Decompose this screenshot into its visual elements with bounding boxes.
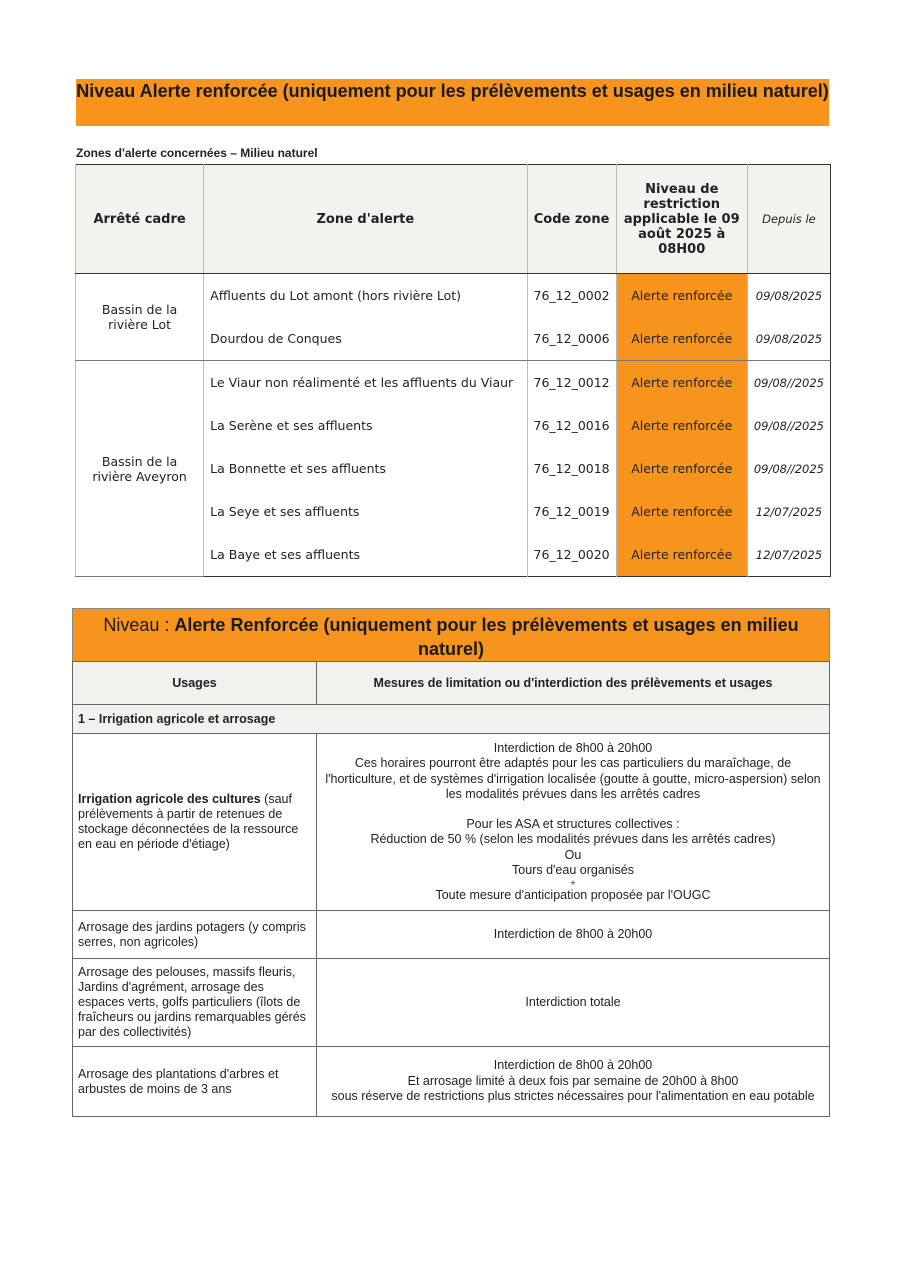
date-cell: 12/07/2025 [747, 490, 830, 533]
header-code-zone: Code zone [527, 165, 616, 274]
table-row [73, 959, 830, 1047]
mesure-line: Ces horaires pourront être adaptés pour les cas particuliers du maraîchage, de l'horticulture, et de systèmes d'irrigation localisée (goutte à goutte, micro-aspersion) selon les modalités prévues dans les arrêtés cadres [325, 756, 821, 802]
usage-cell [73, 734, 317, 911]
table-header-row [73, 662, 830, 705]
header-niveau-restriction: Niveau de restriction applicable le 09 août 2025 à 08H00 [616, 165, 747, 274]
date-cell: 09/08//2025 [747, 447, 830, 490]
date-cell: 09/08//2025 [747, 361, 830, 405]
code-cell: 76_12_0019 [527, 490, 616, 533]
usage-cell: Arrosage des pelouses, massifs fleuris, Jardins d'agrément, arrosage des espaces verts, golfs particuliers (îlots de fraîcheurs ou jardins remarquables gérés par des collectivités) [73, 959, 317, 1047]
mesure-line: Et arrosage limité à deux fois par semaine de 20h00 à 8h00 [407, 1073, 739, 1088]
niveau-cell: Alerte renforcée [616, 404, 747, 447]
code-cell: 76_12_0016 [527, 404, 616, 447]
mesure-line: Toute mesure d'anticipation proposée par l'OUGC [435, 887, 711, 902]
zone-cell: La Bonnette et ses affluents [204, 447, 527, 490]
niveau-cell: Alerte renforcée [616, 317, 747, 361]
code-cell: 76_12_0012 [527, 361, 616, 405]
alert-level-banner [76, 79, 829, 126]
section-title: 1 – Irrigation agricole et arrosage [73, 705, 830, 734]
mesure-cell: Interdiction de 8h00 à 20h00 [317, 911, 830, 959]
mesure-line: Tours d'eau organisés [512, 863, 634, 878]
zone-cell: Le Viaur non réalimenté et les affluents du Viaur [204, 361, 527, 405]
niveau-cell: Alerte renforcée [616, 274, 747, 318]
measures-table [72, 661, 830, 1117]
alert-zones-table [75, 164, 831, 577]
table-header-row [76, 165, 831, 274]
code-cell: 76_12_0006 [527, 317, 616, 361]
table-row [76, 361, 831, 405]
mesure-line: Ou [564, 847, 582, 862]
date-cell: 09/08//2025 [747, 404, 830, 447]
code-cell: 76_12_0020 [527, 533, 616, 577]
code-cell: 76_12_0002 [527, 274, 616, 318]
table-row [76, 274, 831, 318]
mesure-cell: Interdiction totale [317, 959, 830, 1047]
usage-text: (sauf prélèvements à partir de retenues de stockage déconnectées de la ressource en eau en période d'étiage) [78, 792, 299, 851]
header-depuis-le: Depuis le [747, 165, 830, 274]
mesure-line: + [570, 877, 576, 888]
table-row [73, 911, 830, 959]
niveau-cell: Alerte renforcée [616, 361, 747, 405]
date-cell: 09/08/2025 [747, 317, 830, 361]
usage-cell: Arrosage des jardins potagers (y compris serres, non agricoles) [73, 911, 317, 959]
mesure-line: Réduction de 50 % (selon les modalités prévues dans les arrêtés cadres) [370, 832, 776, 847]
zone-cell: La Baye et ses affluents [204, 533, 527, 577]
mesure-line: Interdiction de 8h00 à 20h00 [493, 1058, 653, 1073]
arrete-cadre-cell: Bassin de la rivière Aveyron [76, 361, 204, 577]
zone-cell: La Serène et ses affluents [204, 404, 527, 447]
header-usages: Usages [73, 662, 317, 705]
mesure-cell [317, 734, 830, 911]
header-arrete-cadre: Arrêté cadre [76, 165, 204, 274]
date-cell: 12/07/2025 [747, 533, 830, 577]
niveau-cell: Alerte renforcée [616, 490, 747, 533]
zone-cell: Affluents du Lot amont (hors rivière Lot) [204, 274, 527, 318]
mesure-line: Pour les ASA et structures collectives : [466, 816, 680, 831]
mesure-cell [317, 1047, 830, 1117]
measures-level-banner [72, 608, 830, 662]
level-prefix: Niveau : [103, 615, 175, 635]
date-cell: 09/08/2025 [747, 274, 830, 318]
niveau-cell: Alerte renforcée [616, 533, 747, 577]
table-row [73, 1047, 830, 1117]
table-row [73, 734, 830, 911]
usage-bold-text: Irrigation agricole des cultures [78, 792, 261, 806]
arrete-cadre-cell: Bassin de la rivière Lot [76, 274, 204, 361]
zone-cell: La Seye et ses affluents [204, 490, 527, 533]
usage-cell: Arrosage des plantations d'arbres et arbustes de moins de 3 ans [73, 1047, 317, 1117]
zone-cell: Dourdou de Conques [204, 317, 527, 361]
header-zone-alerte: Zone d'alerte [204, 165, 527, 274]
mesure-line: sous réserve de restrictions plus strictes nécessaires pour l'alimentation en eau potable [331, 1089, 815, 1104]
code-cell: 76_12_0018 [527, 447, 616, 490]
zones-caption: Zones d'alerte concernées – Milieu naturel [76, 146, 318, 160]
niveau-cell: Alerte renforcée [616, 447, 747, 490]
measures-level-title: Alerte Renforcée (uniquement pour les prélèvements et usages en milieu naturel) [174, 615, 799, 659]
alert-level-title: Niveau Alerte renforcée (uniquement pour les prélèvements et usages en milieu naturel) [76, 81, 829, 101]
section-row [73, 705, 830, 734]
mesure-line: Interdiction de 8h00 à 20h00 [493, 740, 653, 755]
header-mesures: Mesures de limitation ou d'interdiction des prélèvements et usages [317, 662, 830, 705]
